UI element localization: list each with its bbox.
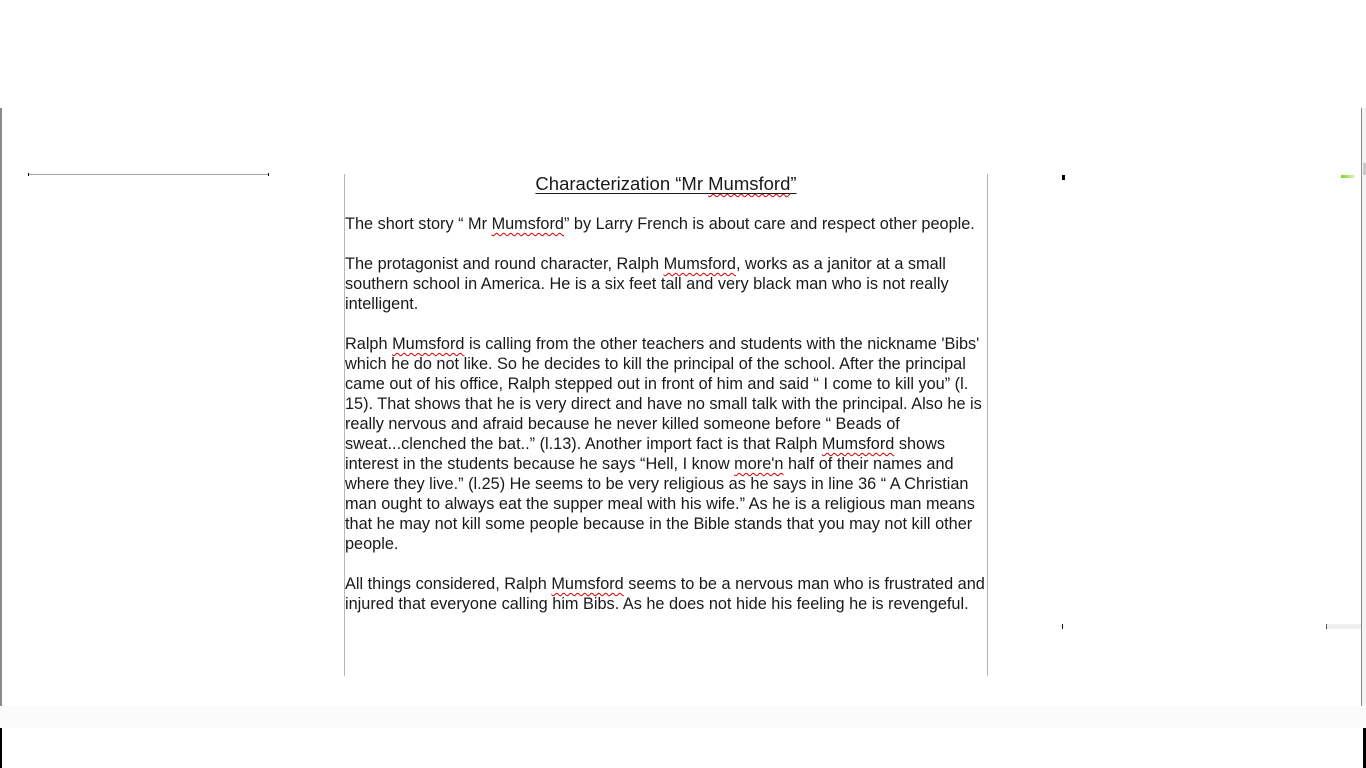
title-prefix: Characterization “Mr [535, 173, 709, 194]
vertical-scrollbar[interactable] [1361, 108, 1366, 706]
paragraph-text: ” by Larry French is about care and respect other people. [563, 215, 975, 233]
right-margin-marker-bottom [1062, 624, 1063, 629]
document-body[interactable] [345, 174, 987, 634]
right-ruler-shade [1326, 624, 1362, 629]
document-paragraph [345, 214, 987, 234]
document-paragraph [345, 334, 987, 554]
paragraph-text: Ralph [345, 335, 393, 353]
paragraph-text: is calling from the other teachers and students with the nickname 'Bibs' which he do not like. So he decides to kill the principal of the school. After the principal came out of his office, Ralph stepped out in front of him and said “ I come to kill you” (l. 15). That shows that he is very direct and have no small talk with the principal. Also he is really nervous and afraid because he never killed someone before “ Beads of sweat...clenched the bat..” (l.13). Another import fact is that Ralph [345, 335, 982, 453]
paragraph-text: The short story “ Mr [345, 215, 492, 233]
document-title-text [535, 173, 796, 194]
document-page[interactable] [344, 174, 988, 676]
right-margin-marker-top [1062, 175, 1065, 180]
taskbar-edge-left [0, 728, 2, 768]
document-title [345, 174, 987, 194]
spellcheck-flagged-word[interactable]: Mumsford [392, 335, 465, 353]
spellcheck-flagged-word[interactable]: Mumsford [821, 435, 895, 453]
paragraph-text: shows interest in the students because he says “Hell, I know [345, 435, 945, 473]
spellcheck-flagged-word[interactable]: Mumsford [551, 575, 624, 593]
document-paragraph [345, 574, 987, 614]
paragraph-text: All things considered, Ralph [345, 575, 552, 593]
spellcheck-flagged-word[interactable]: Mumsford [663, 255, 736, 273]
spellcheck-flagged-word[interactable]: Mumsford [491, 215, 564, 233]
spellcheck-flagged-word[interactable]: Mumsford [708, 173, 791, 194]
position-marker-icon [1341, 175, 1355, 178]
paragraph-list [345, 214, 987, 614]
paragraph-text: The protagonist and round character, Ralph [345, 255, 664, 273]
paragraph-text: half of their names and where they live.” (l.25) He seems to be very religious as he says in line 36 “ A Christian man ought to always eat the supper meal with his wife.” As he is a religious man means that he may not kill some people because in the Bible stands that you may not kill other people. [345, 455, 975, 553]
document-paragraph [345, 254, 987, 314]
title-suffix: ” [790, 173, 797, 194]
paragraph-text: seems to be a nervous man who is frustrated and injured that everyone calling him Bibs. As he does not hide his feeling he is revengeful. [345, 575, 985, 613]
status-bar-area [0, 706, 1366, 728]
spellcheck-flagged-word[interactable]: more'n [734, 455, 784, 473]
paragraph-text: , works as a janitor at a small southern school in America. He is a six feet tall and very black man who is not really intelligent. [345, 255, 949, 313]
vertical-ruler-margin-line [28, 174, 269, 175]
window-left-border [0, 108, 2, 706]
